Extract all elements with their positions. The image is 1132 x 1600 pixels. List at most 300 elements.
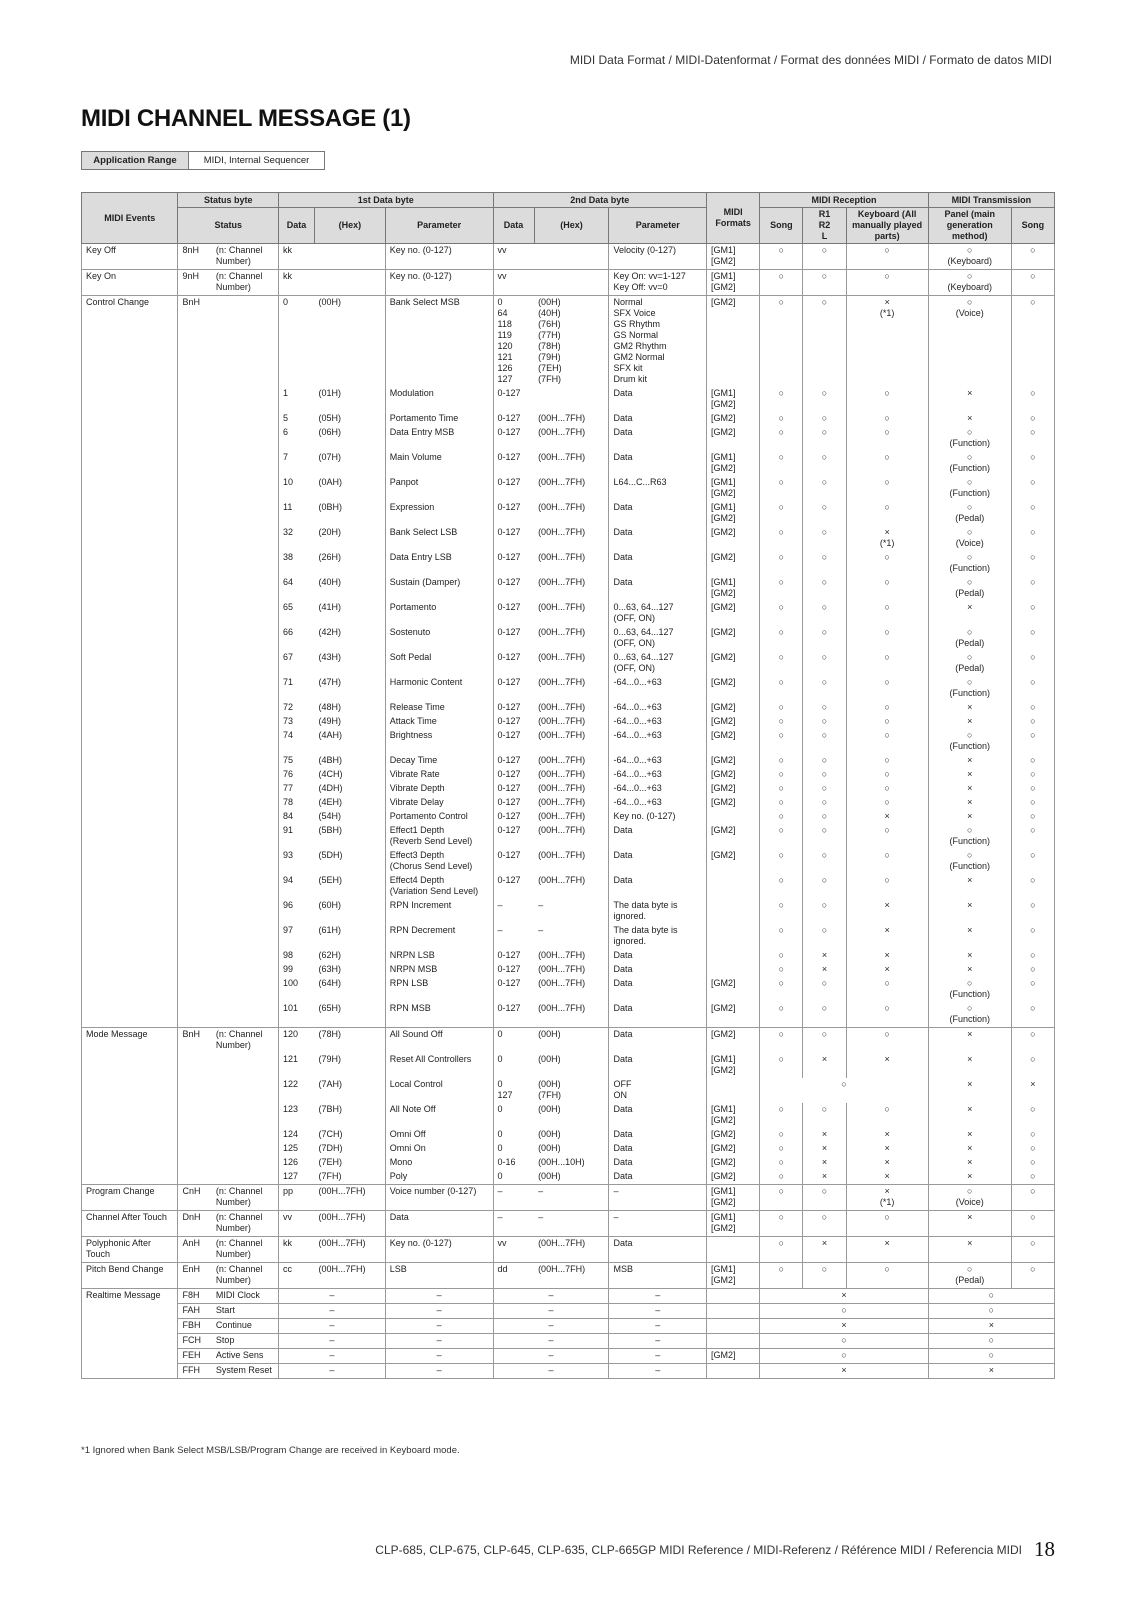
data-1-cell: – [279, 1304, 386, 1319]
table-row [82, 810, 1055, 824]
reception-r1r2l-cell: ○ [803, 270, 846, 296]
status-hex-cell [178, 754, 212, 768]
hex-2-cell: (00H...7FH) [534, 676, 609, 701]
parameter-1-cell: Sostenuto [385, 626, 493, 651]
data-1-cell: 32 [279, 526, 315, 551]
reception-keyboard-cell: × [846, 924, 928, 949]
parameter-1-cell: Vibrate Rate [385, 768, 493, 782]
reception-r1r2l-header: R1 R2 L [803, 208, 846, 244]
data-2-cell: 0-127 [493, 729, 534, 754]
data-2-cell: – [493, 1185, 534, 1211]
transmission-song-cell: ○ [1011, 1211, 1054, 1237]
hex-2-cell: (00H...7FH) [534, 949, 609, 963]
data-2-cell: 0-127 [493, 1002, 534, 1028]
transmission-panel-cell: × [928, 796, 1011, 810]
transmission-song-cell: ○ [1011, 768, 1054, 782]
parameter-2-cell: Data [609, 526, 707, 551]
midi-format-cell [706, 810, 759, 824]
reception-song-cell: ○ [760, 1185, 803, 1211]
transmission-panel-cell: × [928, 1170, 1011, 1185]
hex-1-cell: (7FH) [314, 1170, 385, 1185]
reception-keyboard-cell: ○ [846, 576, 928, 601]
transmission-panel-cell: ○ (Function) [928, 426, 1011, 451]
table-row [82, 526, 1055, 551]
hex-1-cell: (42H) [314, 626, 385, 651]
transmission-panel-cell: × [928, 1237, 1011, 1263]
transmission-song-cell: ○ [1011, 576, 1054, 601]
table-row [82, 1364, 1055, 1379]
midi-event-cell [82, 1078, 178, 1103]
table-row [82, 729, 1055, 754]
status-hex-cell [178, 729, 212, 754]
status-desc-cell [212, 651, 279, 676]
parameter-1-cell: Poly [385, 1170, 493, 1185]
transmission-song-cell: ○ [1011, 651, 1054, 676]
reception-keyboard-cell: × [846, 1237, 928, 1263]
transmission-panel-cell: × [928, 782, 1011, 796]
reception-keyboard-cell: ○ [846, 849, 928, 874]
status-desc-cell [212, 426, 279, 451]
parameter-1-cell: Brightness [385, 729, 493, 754]
reception-song-cell: ○ [760, 754, 803, 768]
parameter-2-cell: Data [609, 1028, 707, 1054]
midi-format-cell: [GM2] [706, 626, 759, 651]
parameter-2-cell: – [609, 1364, 707, 1379]
data-2-cell: 0-127 [493, 874, 534, 899]
midi-format-cell [706, 1319, 759, 1334]
transmission-song-cell: ○ [1011, 601, 1054, 626]
transmission-panel-cell: × [928, 1028, 1011, 1054]
status-desc-cell: (n: Channel Number) [212, 1185, 279, 1211]
transmission-song-cell: ○ [1011, 412, 1054, 426]
parameter-2-cell: Data [609, 387, 707, 412]
midi-channel-message-table [81, 192, 1055, 1379]
parameter-1-cell: NRPN MSB [385, 963, 493, 977]
status-desc-cell [212, 924, 279, 949]
data-2-header: Data [493, 208, 534, 244]
midi-event-cell [82, 977, 178, 1002]
parameter-1-cell: Bank Select MSB [385, 296, 493, 388]
hex-1-cell: (7EH) [314, 1156, 385, 1170]
hex-1-cell: (4DH) [314, 782, 385, 796]
midi-format-cell: [GM2] [706, 1156, 759, 1170]
hex-2-cell: (00H...7FH) [534, 426, 609, 451]
table-row [82, 412, 1055, 426]
table-row [82, 501, 1055, 526]
status-desc-cell [212, 296, 279, 388]
transmission-song-cell: ○ [1011, 949, 1054, 963]
reception-r1r2l-cell: ○ [803, 551, 846, 576]
status-hex-cell [178, 626, 212, 651]
data-1-cell: 78 [279, 796, 315, 810]
parameter-1-cell: Release Time [385, 701, 493, 715]
parameter-1-cell: Omni On [385, 1142, 493, 1156]
transmission-panel-cell: ○ (Pedal) [928, 626, 1011, 651]
parameter-1-cell: – [385, 1364, 493, 1379]
parameter-1-cell: Decay Time [385, 754, 493, 768]
reception-keyboard-cell: × [846, 963, 928, 977]
status-desc-cell: (n: Channel Number) [212, 1028, 279, 1054]
reception-song-cell: ○ [760, 1263, 803, 1289]
data-2-cell: 0-127 [493, 949, 534, 963]
parameter-2-cell: – [609, 1349, 707, 1364]
data-1-cell: – [279, 1364, 386, 1379]
data-2-cell: 0 127 [493, 1078, 534, 1103]
parameter-1-cell: – [385, 1349, 493, 1364]
transmission-song-cell: ○ [1011, 270, 1054, 296]
transmission-song-cell: ○ [1011, 1237, 1054, 1263]
parameter-2-cell: Key On: vv=1-127 Key Off: vv=0 [609, 270, 707, 296]
transmission-song-cell: ○ [1011, 1170, 1054, 1185]
hex-2-cell: (00H...7FH) [534, 651, 609, 676]
data-2-cell: – [493, 1211, 534, 1237]
reception-song-cell: ○ [760, 501, 803, 526]
transmission-song-cell: ○ [1011, 476, 1054, 501]
parameter-2-cell: – [609, 1319, 707, 1334]
transmission-panel-cell: ○ (Function) [928, 476, 1011, 501]
table-row [82, 949, 1055, 963]
reception-song-cell: ○ [760, 963, 803, 977]
transmission-song-cell: ○ [1011, 1028, 1054, 1054]
transmission-song-cell: ○ [1011, 526, 1054, 551]
table-row [82, 963, 1055, 977]
status-desc-cell [212, 476, 279, 501]
parameter-1-cell: Attack Time [385, 715, 493, 729]
parameter-2-cell: Data [609, 949, 707, 963]
data-1-cell: kk [279, 244, 315, 270]
status-desc-cell [212, 1128, 279, 1142]
first-data-byte-header: 1st Data byte [279, 193, 493, 208]
data-1-cell: cc [279, 1263, 315, 1289]
hex-1-cell: (5BH) [314, 824, 385, 849]
reception-keyboard-cell: ○ [846, 1211, 928, 1237]
hex-1-cell: (61H) [314, 924, 385, 949]
midi-format-cell: [GM1] [GM2] [706, 1211, 759, 1237]
midi-format-cell: [GM1] [GM2] [706, 270, 759, 296]
parameter-1-cell: Portamento [385, 601, 493, 626]
status-hex-cell [178, 963, 212, 977]
status-hex-cell [178, 387, 212, 412]
transmission-panel-cell: ○ (Function) [928, 849, 1011, 874]
reception-r1r2l-cell: ○ [803, 824, 846, 849]
parameter-2-cell: – [609, 1289, 707, 1304]
hex-2-cell: (00H...7FH) [534, 1263, 609, 1289]
reception-song-cell: ○ [760, 526, 803, 551]
reception-song-cell: ○ [760, 551, 803, 576]
status-hex-cell [178, 1103, 212, 1128]
data-2-cell: 0-127 [493, 601, 534, 626]
parameter-1-cell: Omni Off [385, 1128, 493, 1142]
data-1-cell: 99 [279, 963, 315, 977]
data-1-cell: 101 [279, 1002, 315, 1028]
status-hex-cell [178, 451, 212, 476]
parameter-1-cell: Vibrate Depth [385, 782, 493, 796]
midi-event-cell [82, 874, 178, 899]
reception-r1r2l-cell: ○ [803, 412, 846, 426]
reception-combined-cell: ○ [760, 1334, 928, 1349]
transmission-panel-cell: ○ (Pedal) [928, 1263, 1011, 1289]
reception-keyboard-cell: ○ [846, 476, 928, 501]
midi-format-cell: [GM2] [706, 754, 759, 768]
data-2-cell: 0-127 [493, 412, 534, 426]
transmission-panel-cell: × [928, 899, 1011, 924]
parameter-1-cell: Portamento Time [385, 412, 493, 426]
table-row [82, 387, 1055, 412]
table-row [82, 1185, 1055, 1211]
status-hex-cell [178, 426, 212, 451]
midi-event-cell [82, 810, 178, 824]
midi-format-cell: [GM1] [GM2] [706, 1263, 759, 1289]
status-desc-cell [212, 387, 279, 412]
hex-2-cell: (00H) [534, 1170, 609, 1185]
data-2-cell: 0-127 [493, 768, 534, 782]
status-desc-cell [212, 526, 279, 551]
reception-keyboard-cell: ○ [846, 626, 928, 651]
parameter-1-cell: Data [385, 1211, 493, 1237]
parameter-2-header: Parameter [609, 208, 707, 244]
status-header: Status [178, 208, 279, 244]
table-row [82, 715, 1055, 729]
hex-1-cell: (40H) [314, 576, 385, 601]
hex-2-cell: (00H...7FH) [534, 576, 609, 601]
midi-format-cell [706, 1304, 759, 1319]
reception-combined-cell: × [760, 1364, 928, 1379]
reception-r1r2l-cell: ○ [803, 244, 846, 270]
reception-r1r2l-cell: ○ [803, 1263, 846, 1289]
reception-r1r2l-cell: ○ [803, 1211, 846, 1237]
transmission-song-cell: ○ [1011, 551, 1054, 576]
midi-event-cell [82, 526, 178, 551]
status-hex-cell [178, 1002, 212, 1028]
data-2-cell: 0-127 [493, 810, 534, 824]
midi-event-cell [82, 576, 178, 601]
parameter-1-cell: RPN Increment [385, 899, 493, 924]
hex-2-cell: (00H...7FH) [534, 412, 609, 426]
reception-r1r2l-cell: ○ [803, 601, 846, 626]
parameter-1-cell: RPN MSB [385, 1002, 493, 1028]
parameter-1-cell: Panpot [385, 476, 493, 501]
reception-keyboard-cell: × [846, 1053, 928, 1078]
status-hex-cell: FCH [178, 1334, 212, 1349]
midi-format-cell: [GM2] [706, 551, 759, 576]
parameter-2-cell: Data [609, 874, 707, 899]
data-1-cell: 66 [279, 626, 315, 651]
midi-format-cell [706, 1289, 759, 1304]
hex-2-cell: (00H...7FH) [534, 874, 609, 899]
hex-2-cell: (00H...7FH) [534, 810, 609, 824]
reception-r1r2l-cell: ○ [803, 849, 846, 874]
reception-keyboard-cell: ○ [846, 387, 928, 412]
reception-r1r2l-cell: ○ [803, 768, 846, 782]
parameter-2-cell: Data [609, 551, 707, 576]
hex-2-cell: (00H...7FH) [534, 977, 609, 1002]
transmission-panel-cell: × [928, 715, 1011, 729]
transmission-song-cell: ○ [1011, 796, 1054, 810]
transmission-song-cell: ○ [1011, 426, 1054, 451]
midi-event-cell [82, 1142, 178, 1156]
status-hex-cell [178, 977, 212, 1002]
reception-keyboard-cell: ○ [846, 451, 928, 476]
reception-r1r2l-cell: ○ [803, 729, 846, 754]
parameter-2-cell: Data [609, 1128, 707, 1142]
transmission-panel-cell: × [928, 754, 1011, 768]
hex-1-cell: (78H) [314, 1028, 385, 1054]
transmission-song-cell: ○ [1011, 501, 1054, 526]
data-1-cell: 124 [279, 1128, 315, 1142]
status-desc-cell [212, 874, 279, 899]
hex-1-cell: (00H...7FH) [314, 1263, 385, 1289]
hex-1-cell: (41H) [314, 601, 385, 626]
midi-event-cell [82, 1170, 178, 1185]
midi-event-cell [82, 651, 178, 676]
transmission-panel-cell: × [928, 768, 1011, 782]
reception-song-cell: ○ [760, 701, 803, 715]
transmission-panel-cell: × [928, 1142, 1011, 1156]
reception-song-cell: ○ [760, 1170, 803, 1185]
midi-format-cell: [GM2] [706, 768, 759, 782]
hex-2-cell: (00H...7FH) [534, 701, 609, 715]
reception-r1r2l-cell: ○ [803, 715, 846, 729]
transmission-song-cell: ○ [1011, 729, 1054, 754]
midi-format-cell: [GM2] [706, 1028, 759, 1054]
status-desc-cell [212, 715, 279, 729]
data-2-cell: 0-127 [493, 782, 534, 796]
midi-event-cell [82, 426, 178, 451]
transmission-panel-cell: ○ (Function) [928, 977, 1011, 1002]
parameter-1-cell: All Note Off [385, 1103, 493, 1128]
data-1-cell: 77 [279, 782, 315, 796]
data-1-cell: 84 [279, 810, 315, 824]
parameter-2-cell: -64...0...+63 [609, 768, 707, 782]
midi-format-cell [706, 1334, 759, 1349]
status-desc-cell [212, 701, 279, 715]
data-1-cell: 121 [279, 1053, 315, 1078]
parameter-1-cell: Data Entry LSB [385, 551, 493, 576]
status-hex-cell [178, 651, 212, 676]
transmission-song-cell: ○ [1011, 676, 1054, 701]
transmission-panel-cell: ○ (Function) [928, 729, 1011, 754]
status-hex-cell [178, 526, 212, 551]
hex-2-cell: (00H...7FH) [534, 768, 609, 782]
reception-song-cell: ○ [760, 977, 803, 1002]
hex-2-cell: (00H...7FH) [534, 754, 609, 768]
data-2-cell: 0-127 [493, 715, 534, 729]
reception-combined-cell: × [760, 1319, 928, 1334]
status-hex-cell: F8H [178, 1289, 212, 1304]
hex-1-cell: (06H) [314, 426, 385, 451]
table-row [82, 1304, 1055, 1319]
data-2-cell: vv [493, 244, 534, 270]
parameter-2-cell: -64...0...+63 [609, 715, 707, 729]
parameter-2-cell: Data [609, 1053, 707, 1078]
table-row [82, 1128, 1055, 1142]
hex-2-cell: (00H...7FH) [534, 1237, 609, 1263]
parameter-1-cell: Data Entry MSB [385, 426, 493, 451]
status-hex-cell: BnH [178, 296, 212, 388]
data-1-cell: 38 [279, 551, 315, 576]
application-range-table [81, 151, 325, 170]
data-2-cell: 0-127 [493, 551, 534, 576]
status-hex-cell [178, 501, 212, 526]
transmission-song-cell: ○ [1011, 451, 1054, 476]
hex-2-cell: (00H) (40H) (76H) (77H) (78H) (79H) (7EH) (7FH) [534, 296, 609, 388]
midi-format-cell: [GM1] [GM2] [706, 451, 759, 476]
midi-event-cell: Pitch Bend Change [82, 1263, 178, 1289]
table-row [82, 701, 1055, 715]
midi-event-cell [82, 768, 178, 782]
table-row [82, 244, 1055, 270]
reception-r1r2l-cell: ○ [803, 426, 846, 451]
parameter-1-cell: – [385, 1334, 493, 1349]
reception-song-cell: ○ [760, 874, 803, 899]
hex-1-cell: (60H) [314, 899, 385, 924]
status-hex-cell: 9nH [178, 270, 212, 296]
reception-keyboard-cell: ○ [846, 754, 928, 768]
hex-2-cell: (00H...7FH) [534, 451, 609, 476]
reception-keyboard-cell: × [846, 899, 928, 924]
hex-1-cell [314, 244, 385, 270]
reception-song-cell: ○ [760, 1053, 803, 1078]
parameter-2-cell: Data [609, 576, 707, 601]
hex-2-cell: (00H...7FH) [534, 824, 609, 849]
data-1-cell: 97 [279, 924, 315, 949]
hex-2-cell: (00H) [534, 1053, 609, 1078]
reception-keyboard-cell: ○ [846, 824, 928, 849]
data-2-cell: 0 [493, 1128, 534, 1142]
data-2-cell: 0-127 [493, 387, 534, 412]
data-2-cell: 0-127 [493, 451, 534, 476]
data-1-cell: 72 [279, 701, 315, 715]
reception-song-cell: ○ [760, 1103, 803, 1128]
status-hex-cell [178, 949, 212, 963]
hex-2-cell: – [534, 924, 609, 949]
status-desc-cell [212, 1053, 279, 1078]
reception-song-cell: ○ [760, 576, 803, 601]
transmission-song-cell: ○ [1011, 387, 1054, 412]
reception-r1r2l-cell: ○ [803, 576, 846, 601]
hex-1-cell: (4BH) [314, 754, 385, 768]
status-desc-cell [212, 576, 279, 601]
transmission-panel-cell: × [928, 874, 1011, 899]
reception-r1r2l-cell: ○ [803, 754, 846, 768]
transmission-song-cell: ○ [1011, 1053, 1054, 1078]
midi-event-cell [82, 476, 178, 501]
midi-format-cell: [GM2] [706, 729, 759, 754]
midi-format-cell: [GM1] [GM2] [706, 244, 759, 270]
table-row [82, 768, 1055, 782]
reception-keyboard-cell: × [846, 1128, 928, 1142]
status-desc-cell [212, 1170, 279, 1185]
reception-r1r2l-cell: ○ [803, 451, 846, 476]
data-2-cell: 0-127 [493, 526, 534, 551]
hex-1-cell [314, 270, 385, 296]
midi-format-cell [706, 949, 759, 963]
reception-song-cell: ○ [760, 412, 803, 426]
hex-2-cell: (00H...7FH) [534, 476, 609, 501]
data-2-cell: – [493, 924, 534, 949]
parameter-2-cell: Data [609, 451, 707, 476]
reception-keyboard-cell: × [846, 1170, 928, 1185]
status-hex-cell [178, 874, 212, 899]
hex-2-cell: (00H...7FH) [534, 626, 609, 651]
application-range-value: MIDI, Internal Sequencer [189, 152, 325, 170]
table-row [82, 451, 1055, 476]
midi-event-cell [82, 1128, 178, 1142]
second-data-byte-header: 2nd Data byte [493, 193, 706, 208]
status-desc-cell: Continue [212, 1319, 279, 1334]
data-2-cell: 0-127 [493, 626, 534, 651]
table-row [82, 849, 1055, 874]
